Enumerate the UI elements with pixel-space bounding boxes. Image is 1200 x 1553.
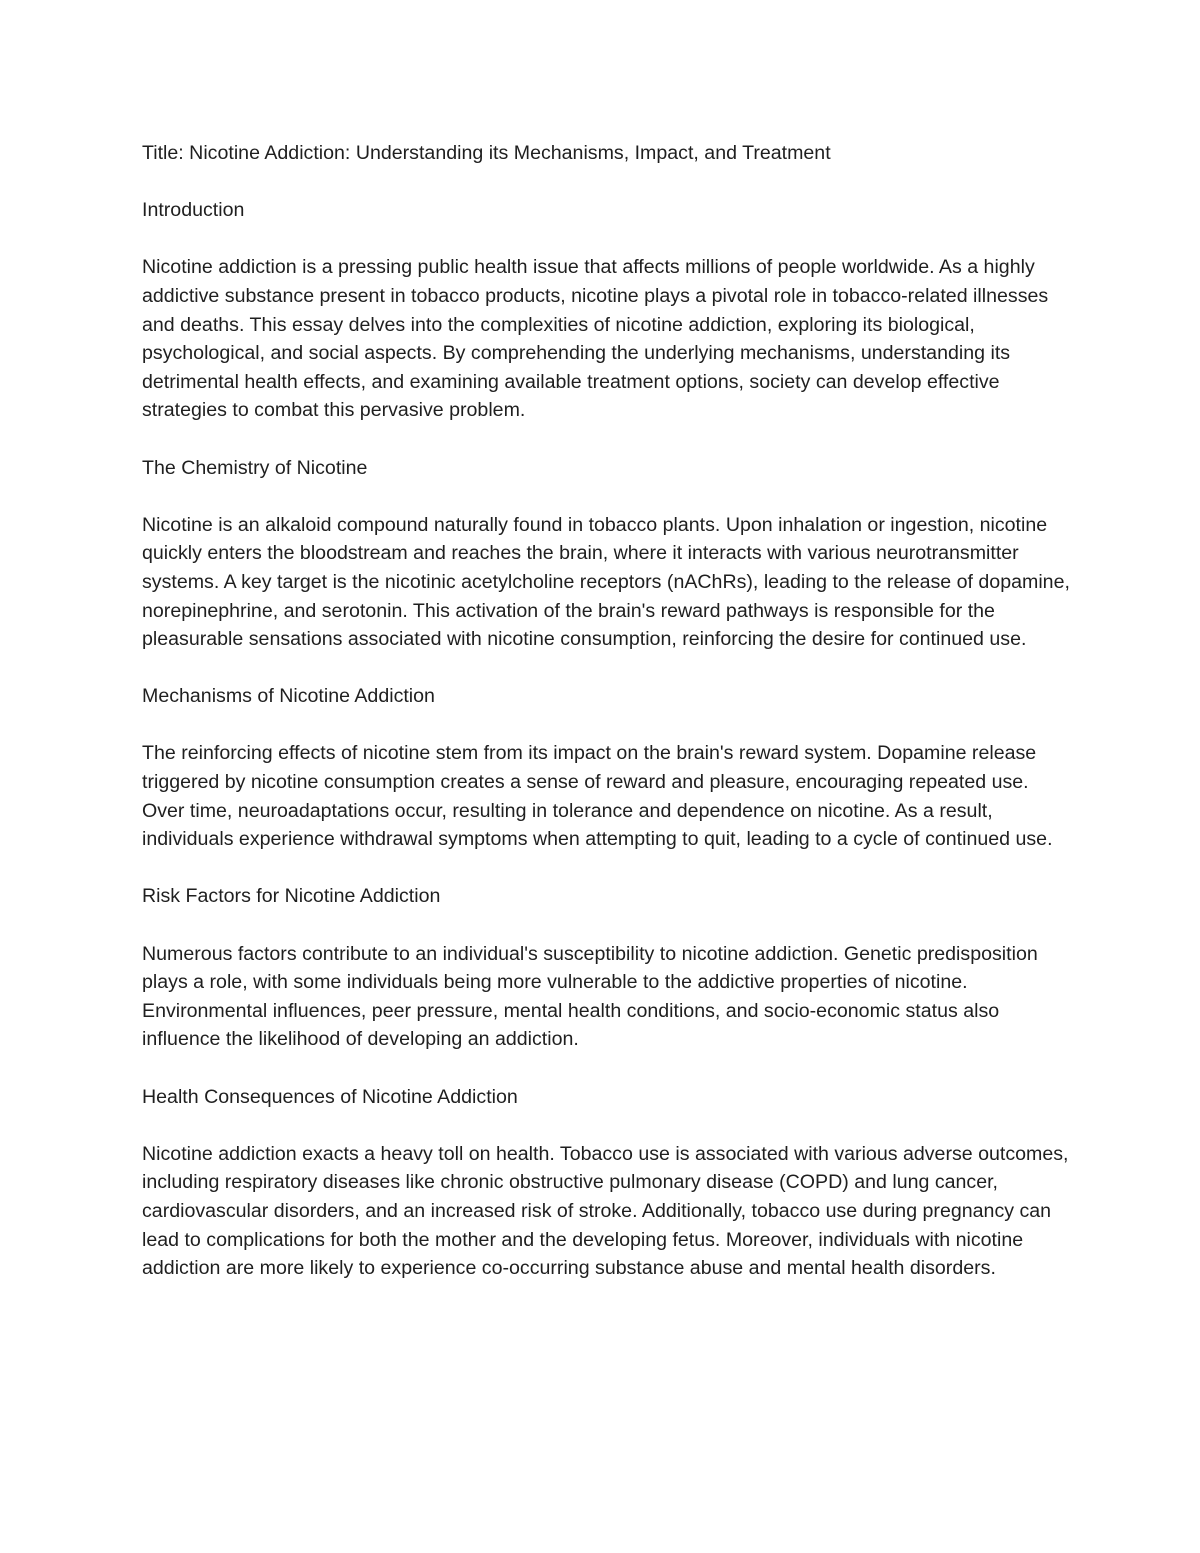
- section-heading-introduction: Introduction: [142, 199, 245, 222]
- document-title: Title: Nicotine Addiction: Understanding its Mechanisms, Impact, and Treatment: [142, 142, 831, 164]
- section-body-health-consequences: Nicotine addiction exacts a heavy toll on health. Tobacco use is associated with various adverse outcomes, including respiratory diseases like chronic obstructive pulmonary disease (COPD) and lung cancer, cardiovascular disorders, and an increased risk of stroke. Additionally, tobacco use during pregnancy can lead to complications for both the mother and the developing fetus. Moreover, individuals with nicotine addiction are more likely to experience co-occurring substance abuse and mental health disorders.: [142, 1142, 1069, 1280]
- section-body-risk-factors: Numerous factors contribute to an individual's susceptibility to nicotine addiction. Genetic predisposition plays a role, with some individuals being more vulnerable to the addictive properties of nicotine. Environmental influences, peer pressure, mental health conditions, and socio-economic status also influence the likelihood of developing an addiction.: [142, 942, 1038, 1051]
- section-heading-chemistry: The Chemistry of Nicotine: [142, 456, 368, 479]
- section-body-mechanisms: The reinforcing effects of nicotine stem from its impact on the brain's reward system. Dopamine release triggered by nicotine consumption creates a sense of reward and pleasure, encouraging repeated use. Over time, neuroadaptations occur, resulting in tolerance and dependence on nicotine. As a result, individuals experience withdrawal symptoms when attempting to quit, leading to a cycle of continued use.: [142, 742, 1053, 851]
- section-body-introduction: Nicotine addiction is a pressing public health issue that affects millions of people worldwide. As a highly addictive substance present in tobacco products, nicotine plays a pivotal role in tobacco-related illnesses and deaths. This essay delves into the complexities of nicotine addiction, exploring its biological, psychological, and social aspects. By comprehending the underlying mechanisms, understanding its detrimental health effects, and examining available treatment options, society can develop effective strategies to combat this pervasive problem.: [142, 256, 1049, 422]
- section-body-chemistry: Nicotine is an alkaloid compound naturally found in tobacco plants. Upon inhalation or ingestion, nicotine quickly enters the bloodstream and reaches the brain, where it interacts with various neurotransmitter systems. A key target is the nicotinic acetylcholine receptors (nAChRs), leading to the release of dopamine, norepinephrine, and serotonin. This activation of the brain's reward pathways is responsible for the pleasurable sensations associated with nicotine consumption, reinforcing the desire for continued use.: [142, 513, 1070, 651]
- section-heading-risk-factors: Risk Factors for Nicotine Addiction: [142, 885, 441, 908]
- section-heading-mechanisms: Mechanisms of Nicotine Addiction: [142, 685, 435, 708]
- document-body: [142, 139, 1072, 1311]
- section-heading-health-consequences: Health Consequences of Nicotine Addiction: [142, 1085, 518, 1108]
